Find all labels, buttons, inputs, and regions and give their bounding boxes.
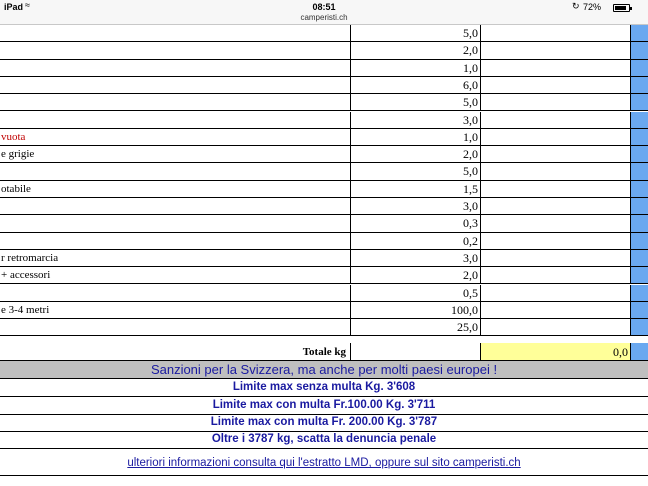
table-row: [0, 25, 648, 42]
total-blue-cell: [631, 343, 648, 360]
table-row: [0, 267, 648, 284]
table-row: [0, 77, 648, 94]
table-row: [0, 319, 648, 336]
item-weight: 2,0: [351, 42, 481, 58]
table-row: [0, 60, 648, 77]
total-empty-cell: [351, 343, 481, 360]
item-weight: 1,0: [351, 129, 481, 145]
item-weight: 5,0: [351, 94, 481, 110]
battery-icon: [613, 4, 630, 12]
item-input-cell[interactable]: [481, 233, 631, 249]
table-row: [0, 112, 648, 129]
table-row: [0, 94, 648, 111]
item-input-cell[interactable]: [481, 267, 631, 283]
item-input-cell[interactable]: [481, 146, 631, 162]
item-blue-cell: [631, 198, 648, 214]
item-blue-cell: [631, 77, 648, 93]
item-weight: 3,0: [351, 112, 481, 128]
sanctions-title: Sanzioni per la Svizzera, ma anche per molti paesi europei !: [0, 361, 648, 379]
table-row: [0, 285, 648, 302]
wifi-icon: ≈: [25, 0, 30, 10]
device-name: iPad: [4, 2, 24, 12]
item-blue-cell: [631, 129, 648, 145]
table-row: [0, 250, 648, 267]
limit-criminal: Oltre i 3787 kg, scatta la denuncia penale: [0, 431, 648, 449]
item-blue-cell: [631, 181, 648, 197]
info-link[interactable]: ulteriori informazioni consulta qui l'estratto LMD, oppure sul sito camperisti.ch: [127, 457, 521, 469]
item-label: e grigie: [0, 146, 351, 162]
limit-fine-100: Limite max con multa Fr.100.00 Kg. 3'711: [0, 397, 648, 415]
info-row: [0, 450, 648, 476]
item-label: e 3-4 metri: [0, 302, 351, 318]
table-row: [0, 163, 648, 180]
item-label: [0, 42, 351, 58]
item-blue-cell: [631, 285, 648, 301]
item-weight: 1,5: [351, 181, 481, 197]
item-weight: 2,0: [351, 267, 481, 283]
item-blue-cell: [631, 94, 648, 110]
item-weight: 6,0: [351, 77, 481, 93]
item-weight: 100,0: [351, 302, 481, 318]
total-row: [0, 343, 648, 361]
total-value[interactable]: 0,0: [481, 343, 631, 360]
item-blue-cell: [631, 250, 648, 266]
item-blue-cell: [631, 233, 648, 249]
item-label: [0, 233, 351, 249]
item-weight: 0,5: [351, 285, 481, 301]
item-blue-cell: [631, 163, 648, 179]
item-blue-cell: [631, 25, 648, 41]
item-blue-cell: [631, 146, 648, 162]
table-row: [0, 146, 648, 163]
item-weight: 5,0: [351, 163, 481, 179]
item-input-cell[interactable]: [481, 181, 631, 197]
item-label: + accessori: [0, 267, 351, 283]
item-input-cell[interactable]: [481, 250, 631, 266]
clock: 08:51: [312, 2, 336, 12]
item-input-cell[interactable]: [481, 302, 631, 318]
item-input-cell[interactable]: [481, 94, 631, 110]
table-row: [0, 302, 648, 319]
item-label: vuota: [0, 129, 351, 145]
table-row: [0, 198, 648, 215]
item-weight: 5,0: [351, 25, 481, 41]
item-label: [0, 198, 351, 214]
item-blue-cell: [631, 215, 648, 231]
battery-percent: 72%: [583, 2, 602, 12]
table-row: [0, 42, 648, 59]
item-weight: 3,0: [351, 198, 481, 214]
item-input-cell[interactable]: [481, 42, 631, 58]
battery-fill: [615, 6, 626, 10]
table-row: [0, 181, 648, 198]
item-input-cell[interactable]: [481, 285, 631, 301]
item-weight: 3,0: [351, 250, 481, 266]
item-label: [0, 319, 351, 335]
item-input-cell[interactable]: [481, 198, 631, 214]
item-label: otabile: [0, 181, 351, 197]
item-label: [0, 285, 351, 301]
item-blue-cell: [631, 42, 648, 58]
limit-no-fine: Limite max senza multa Kg. 3'608: [0, 379, 648, 397]
item-weight: 25,0: [351, 319, 481, 335]
item-input-cell[interactable]: [481, 25, 631, 41]
item-label: [0, 25, 351, 41]
total-label: Totale kg: [0, 343, 351, 360]
item-input-cell[interactable]: [481, 319, 631, 335]
page-url[interactable]: camperisti.ch: [300, 13, 348, 22]
ios-status-bar: [0, 0, 648, 25]
item-blue-cell: [631, 112, 648, 128]
item-blue-cell: [631, 267, 648, 283]
limit-fine-200: Limite max con multa Fr. 200.00 Kg. 3'787: [0, 414, 648, 432]
item-weight: 0,3: [351, 215, 481, 231]
item-label: r retromarcia: [0, 250, 351, 266]
item-weight: 0,2: [351, 233, 481, 249]
item-label: [0, 215, 351, 231]
item-label: [0, 163, 351, 179]
item-blue-cell: [631, 60, 648, 76]
item-input-cell[interactable]: [481, 215, 631, 231]
item-input-cell[interactable]: [481, 112, 631, 128]
orientation-lock-icon: ↻: [572, 1, 580, 11]
item-label: [0, 77, 351, 93]
item-input-cell[interactable]: [481, 163, 631, 179]
item-blue-cell: [631, 319, 648, 335]
item-input-cell[interactable]: [481, 77, 631, 93]
item-weight: 2,0: [351, 146, 481, 162]
table-row: [0, 233, 648, 250]
table-row: [0, 129, 648, 146]
item-input-cell[interactable]: [481, 60, 631, 76]
item-blue-cell: [631, 302, 648, 318]
item-input-cell[interactable]: [481, 129, 631, 145]
table-row: [0, 215, 648, 232]
item-label: [0, 112, 351, 128]
item-label: [0, 60, 351, 76]
item-label: [0, 94, 351, 110]
item-weight: 1,0: [351, 60, 481, 76]
